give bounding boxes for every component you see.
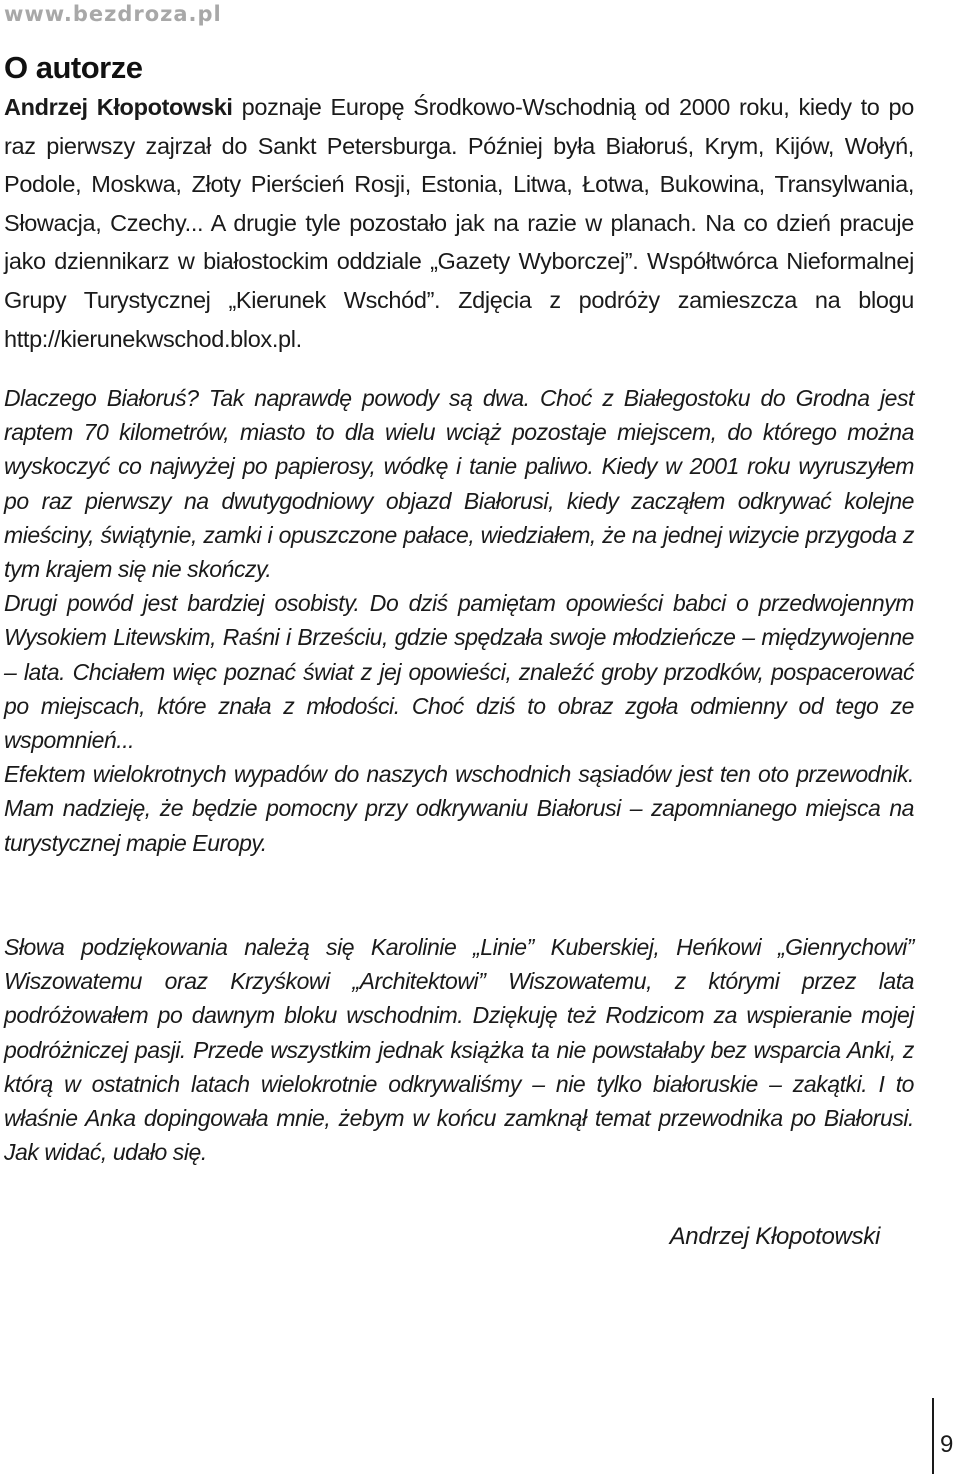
author-bio — [4, 88, 914, 358]
why-paragraph-1: Dlaczego Białoruś? Tak naprawdę powody są dwa. Choć z Białegostoku do Grodna jest raptem 70 kilometrów, miasto to dla wielu wciąż pozostaje miejscem, do którego można wyskoczyć co najwyżej po papierosy, wódkę i tanie paliwo. Kiedy w 2001 roku wyruszyłem po raz pierwszy na dwutygodniowy objazd Białorusi, kiedy zacząłem odkrywać kolejne mieściny, świątynie, zamki i opuszczone pałace, wiedziałem, że na jednej wizycie przygoda z tym krajem się nie skończy. — [4, 385, 914, 583]
page-number-divider — [932, 1398, 934, 1474]
author-signature: Andrzej Kłopotowski — [669, 1223, 880, 1250]
why-belarus-section — [4, 381, 914, 860]
author-bio-text: poznaje Europę Środkowo-Wschodnią od 2000 roku, kiedy to po raz pierwszy zajrzał do Sankt Petersburga. Później była Białoruś, Krym, Kijów, Wołyń, Podole, Moskwa, Złoty Pierścień Rosji, Estonia, Litwa, Łotwa, Bukowina, Transylwania, Słowacja, Czechy... A drugie tyle pozostało jak na razie w planach. Na co dzień pracuje jako dziennikarz w białostockim oddziale „Gazety Wyborczej”. Współtwórca Nieformalnej Grupy Turystycznej „Kierunek Wschód”. Zdjęcia z podróży zamieszcza na blogu http://kierunekwschod.blox.pl. — [4, 94, 914, 352]
author-name: Andrzej Kłopotowski — [4, 94, 233, 120]
acknowledgements-section — [4, 930, 914, 1169]
acknowledgements-text: Słowa podziękowania należą się Karolinie „Linie” Kuberskiej, Heńkowi „Gienrychowi” Wiszowatemu oraz Krzyśkowi „Architektowi” Wiszowatemu, z którymi przez lata podróżowałem po dawnym bloku wschodnim. Dziękuję też Rodzicom za wspieranie mojej podróżniczej pasji. Przede wszystkim jednak książka ta nie powstałaby bez wsparcia Anki, z którą w ostatnich latach wielokrotnie odkrywaliśmy – nie tylko białoruskie – zakątki. I to właśnie Anka dopingowała mnie, żebym w końcu zamknął temat przewodnika po Białorusi. Jak widać, udało się. — [4, 934, 914, 1166]
site-url: www.bezdroza.pl — [4, 2, 222, 26]
why-paragraph-3: Efektem wielokrotnych wypadów do naszych wschodnich sąsiadów jest ten oto przewodnik. Mam nadzieję, że będzie pomocny przy odkrywaniu Białorusi – zapomnianego miejsca na turystycznej mapie Europy. — [4, 761, 914, 856]
page-number: 9 — [940, 1431, 954, 1458]
section-title: O autorze — [4, 50, 143, 85]
why-paragraph-2: Drugi powód jest bardziej osobisty. Do dziś pamiętam opowieści babci o przedwojennym Wysokiem Litewskim, Raśni i Brześciu, gdzie spędzała swoje młodzieńcze – międzywojenne – lata. Chciałem więc poznać świat z jej opowieści, znaleźć groby przodków, pospacerować po miejscach, które znała z młodości. Choć dziś to obraz zgoła odmienny od tego ze wspomnień... — [4, 590, 914, 754]
